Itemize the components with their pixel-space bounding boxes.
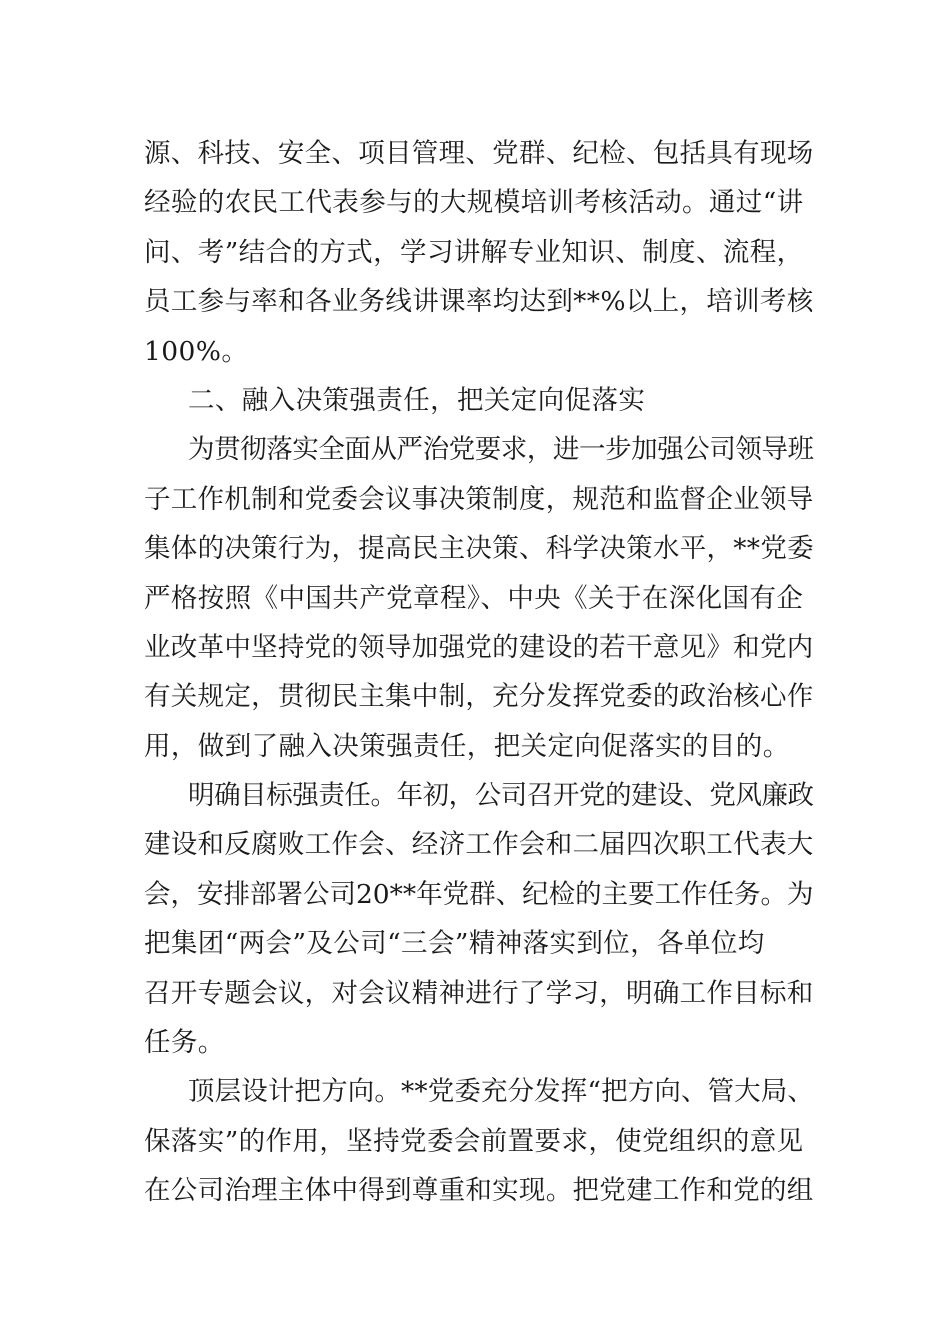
text-line: 建设和反腐败工作会、经济工作会和二届四次职工代表大	[144, 829, 814, 861]
text-line: 会，安排部署公司20**年党群、纪检的主要工作任务。为	[144, 878, 814, 910]
text-line: 为贯彻落实全面从严治党要求，进一步加强公司领导班	[188, 434, 814, 466]
text-line: 有关规定，贯彻民主集中制，充分发挥党委的政治核心作	[144, 681, 814, 713]
text-line: 二、融入决策强责任，把关定向促落实	[188, 384, 646, 416]
text-line: 用，做到了融入决策强责任，把关定向促落实的目的。	[144, 730, 790, 762]
text-line: 任务。	[144, 1027, 225, 1059]
text-line: 源、科技、安全、项目管理、党群、纪检、包括具有现场	[144, 138, 814, 169]
text-line: 业改革中坚持党的领导加强党的建设的若干意见》和党内	[144, 631, 814, 663]
text-line: 严格按照《中国共产党章程》、中央《关于在深化国有企	[144, 582, 804, 614]
text-line: 把集团“两会”及公司“三会”精神落实到位，各单位均	[144, 928, 765, 960]
text-line: 顶层设计把方向。**党委充分发挥“把方向、管大局、	[188, 1076, 815, 1108]
text-line: 集体的决策行为，提高民主决策、科学决策水平，**党委	[144, 533, 814, 565]
text-line: 保落实”的作用，坚持党委会前置要求，使党组织的意见	[144, 1125, 804, 1157]
text-line: 明确目标强责任。年初，公司召开党的建设、党风廉政	[188, 780, 814, 812]
text-line: 问、考”结合的方式，学习讲解专业知识、制度、流程，	[144, 236, 804, 268]
body-text	[144, 129, 814, 1216]
text-line: 经验的农民工代表参与的大规模培训考核活动。通过“讲	[144, 187, 804, 219]
text-line: 子工作机制和党委会议事决策制度，规范和监督企业领导	[144, 483, 814, 515]
text-line: 员工参与率和各业务线讲课率均达到**%以上，培训考核	[144, 286, 814, 318]
text-line: 召开专题会议，对会议精神进行了学习，明确工作目标和	[144, 977, 814, 1009]
text-line: 在公司治理主体中得到尊重和实现。把党建工作和党的组	[144, 1175, 814, 1207]
text-line: 100%。	[144, 335, 249, 367]
